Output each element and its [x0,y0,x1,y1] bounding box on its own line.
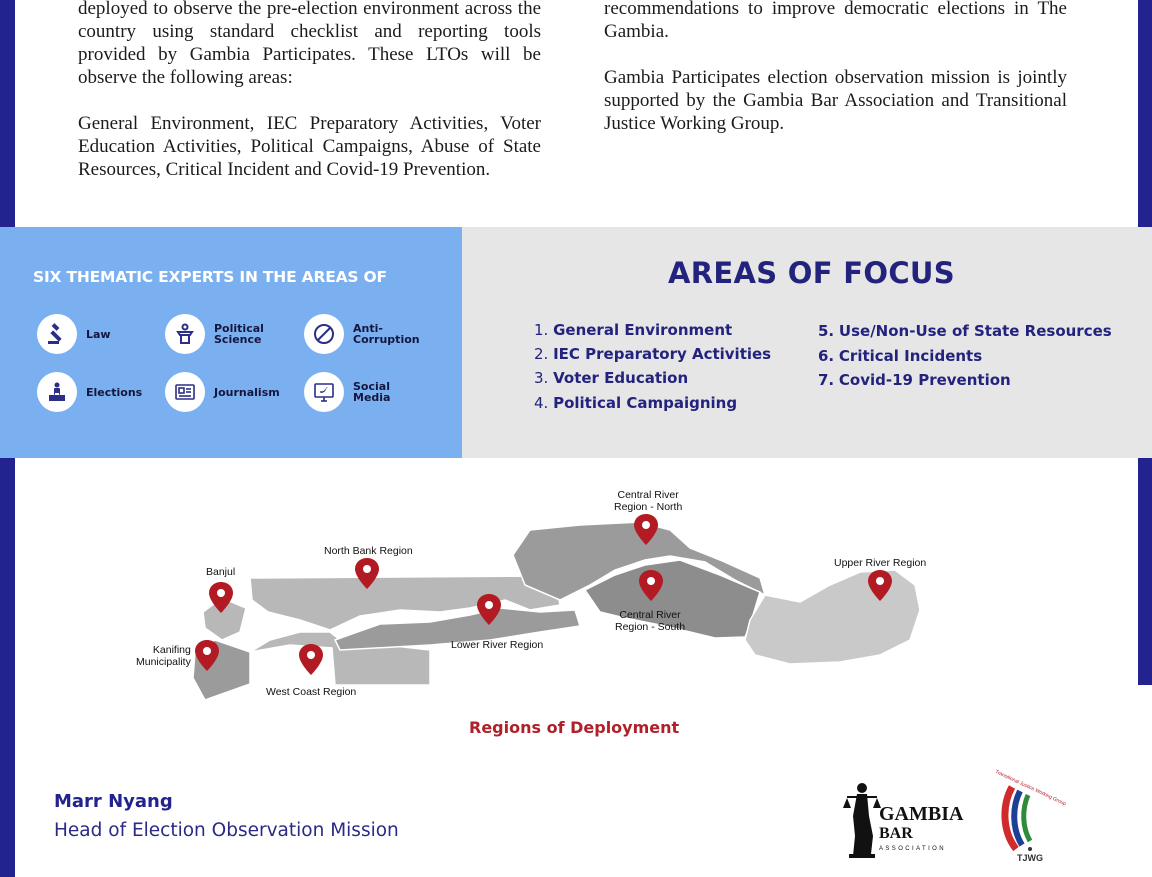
theme-anti-corruption [304,314,420,354]
map-label-kanifing: Kanifing Municipality [136,644,191,668]
areas-of-focus-title: AREAS OF FOCUS [668,256,955,290]
map-label-crr-north: Central River Region - North [614,489,683,513]
svg-text:ASSOCIATION: ASSOCIATION [879,846,946,852]
focus-item: 1. General Environment [534,321,733,339]
focus-item: 7. Covid-19 Prevention [818,371,1011,389]
theme-label-social-media: Social Media [353,380,391,404]
right-paragraph-2: Gambia Participates election observation mission is jointly supported by the Gambia Bar Association and Transitional Justice Working Group. [604,67,1067,134]
theme-political-science [165,314,264,354]
tjwg-logo [994,768,1067,863]
theme-label-elections: Elections [86,385,143,399]
right-border-bar [1138,0,1152,227]
regions-map [130,485,930,710]
map-label-north-bank: North Bank Region [324,545,413,557]
thematic-experts-title: SIX THEMATIC EXPERTS IN THE AREAS OF [33,268,387,286]
scales-icon [1028,847,1032,851]
theme-journalism [165,372,280,412]
map-label-upper-river: Upper River Region [834,557,927,569]
signatory-role: Head of Election Observation Mission [54,820,399,841]
left-text-column [78,1,541,181]
left-paragraph-1: deployed to observe the pre-election environment across the country using standard checklist and reporting tools provided by Gambia Participates. These LTOs will be observe the following areas: [78,0,541,88]
theme-social-media [304,372,390,412]
theme-label-journalism: Journalism [214,385,280,399]
right-text-column [604,1,1067,135]
prohibited-icon [304,314,344,354]
gambia-bar-association-logo [845,776,970,860]
gavel-icon [37,314,77,354]
left-border-bar [0,0,15,227]
focus-item: 5. Use/Non-Use of State Resources [818,322,1112,340]
newspaper-icon [165,372,205,412]
theme-label-anti-corruption: Anti- Corruption [353,322,420,346]
map-label-crr-south: Central River Region - South [615,609,686,633]
svg-text:GAMBIA: GAMBIA [879,803,964,825]
svg-text:Transitional Justice Working G: Transitional Justice Working Group [994,768,1067,808]
right-paragraph-1: recommendations to improve democratic elections in The Gambia. [604,0,1067,42]
focus-item: 6. Critical Incidents [818,347,983,365]
theme-law [37,314,111,354]
map-label-banjul: Banjul [206,566,236,578]
twitter-monitor-icon [304,372,344,412]
focus-item: 3. Voter Education [534,369,689,387]
upper-river-region [745,570,920,664]
svg-text:BAR: BAR [879,825,913,842]
right-border-bar-lower [1138,458,1152,685]
left-paragraph-2: General Environment, IEC Preparatory Activities, Voter Education Activities, Political Campaigns, Abuse of State Resources, Critical Incident and Covid-19 Prevention. [78,113,541,180]
theme-label-political-science: Political Science [214,322,264,346]
theme-label-law: Law [86,327,111,341]
focus-item: 4. Political Campaigning [534,394,738,412]
theme-elections [37,372,142,412]
map-label-lower-river: Lower River Region [451,639,544,651]
map-label-west-coast: West Coast Region [266,686,357,698]
ballot-box-icon [37,372,77,412]
podium-icon [165,314,205,354]
focus-item: 2. IEC Preparatory Activities [534,345,772,363]
left-border-bar-lower [0,458,15,877]
map-caption: Regions of Deployment [469,718,680,737]
svg-text:TJWG: TJWG [1017,853,1043,863]
signatory-name: Marr Nyang [54,791,173,812]
